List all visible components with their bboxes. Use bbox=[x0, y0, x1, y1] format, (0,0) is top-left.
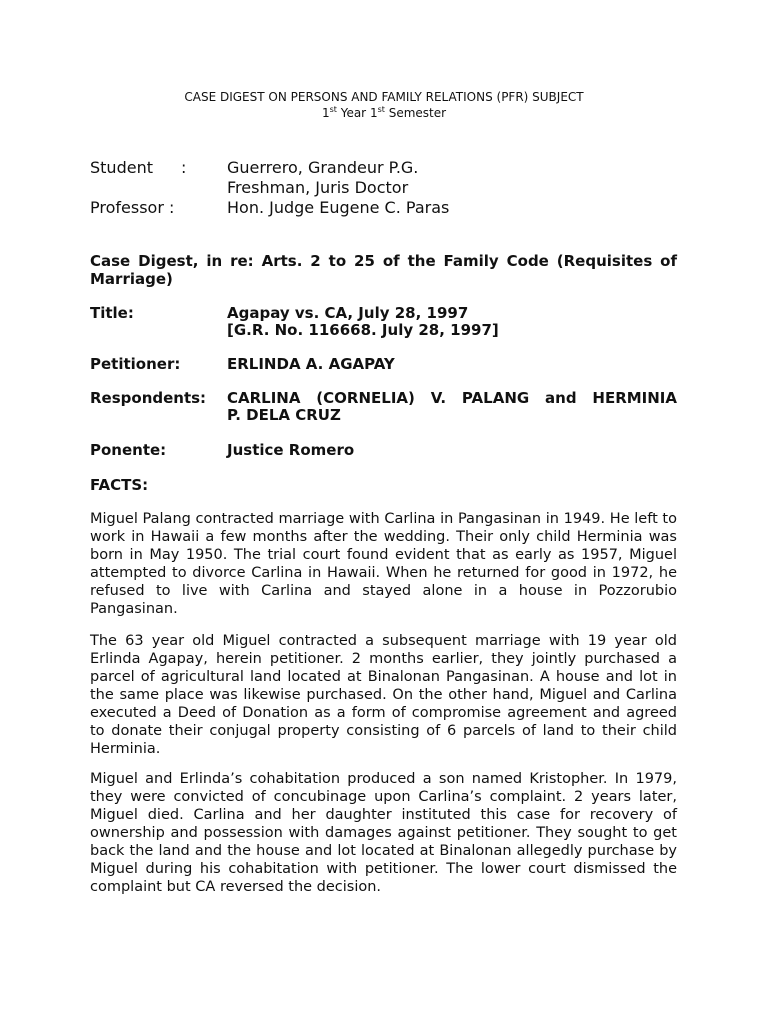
student-name: Guerrero, Grandeur P.G. bbox=[227, 158, 419, 177]
facts-paragraph-1: Miguel Palang contracted marriage with Carlina in Pangasinan in 1949. He left to work in Hawaii a few months after the wedding. Their only child Herminia was born in May 1950. The trial court found evident that as early as 1957, Miguel attempted to divorce Carlina in Hawaii. When he returned for good in 1972, he refused to live with Carlina and stayed alone in a house in Pozzorubio Pangasinan. bbox=[90, 511, 677, 617]
semester-line bbox=[0, 105, 768, 120]
semester-number: 1 bbox=[369, 106, 378, 120]
document-title: CASE DIGEST ON PERSONS AND FAMILY RELATIONS (PFR) SUBJECT bbox=[184, 90, 584, 104]
facts-paragraph-3: Miguel and Erlinda’s cohabitation produced a son named Kristopher. In 1979, they were convicted of concubinage upon Carlina’s complaint. 2 years later, Miguel died. Carlina and her daughter instituted this case for recovery of ownership and possession with damages against petitioner. They sought to get back the land and the house and lot located at Binalonan allegedly purchase by Miguel during his cohabitation with petitioner. The lower court dismissed the complaint but CA reversed the decision. bbox=[90, 771, 677, 895]
petitioner-label: Petitioner: bbox=[90, 355, 181, 373]
ponente-value: Justice Romero bbox=[227, 441, 355, 459]
professor-name: Hon. Judge Eugene C. Paras bbox=[227, 198, 450, 217]
title-value-line1: Agapay vs. CA, July 28, 1997 bbox=[227, 304, 469, 322]
professor-label: Professor : bbox=[90, 198, 175, 217]
facts-heading: FACTS: bbox=[90, 476, 149, 494]
respondents-value-line1: CARLINA (CORNELIA) V. PALANG and HERMINIA bbox=[227, 389, 677, 407]
case-heading-line2: Marriage) bbox=[90, 270, 173, 288]
semester-word: Semester bbox=[384, 106, 447, 120]
facts-paragraph-2: The 63 year old Miguel contracted a subsequent marriage with 19 year old Erlinda Agapay, herein petitioner. 2 months earlier, they jointly purchased a parcel of agricultural land located at Binalonan Pangasinan. A house and lot in the same place was likewise purchased. On the other hand, Miguel and Carlina executed a Deed of Donation as a form of compromise agreement and agreed to donate their conjugal property consisting of 6 parcels of land to their child Herminia. bbox=[90, 633, 677, 757]
student-colon: : bbox=[181, 158, 187, 177]
petitioner-value: ERLINDA A. AGAPAY bbox=[227, 355, 395, 373]
year-word: Year bbox=[336, 106, 370, 120]
year-suffix: st bbox=[329, 105, 337, 114]
ponente-label: Ponente: bbox=[90, 441, 167, 459]
year-number: 1 bbox=[321, 106, 330, 120]
student-label: Student bbox=[90, 158, 153, 177]
title-value-line2: [G.R. No. 116668. July 28, 1997] bbox=[227, 321, 499, 339]
student-level: Freshman, Juris Doctor bbox=[227, 178, 409, 197]
respondents-value-line2: P. DELA CRUZ bbox=[227, 406, 341, 424]
case-heading-line1: Case Digest, in re: Arts. 2 to 25 of the Family Code (Requisites of bbox=[90, 252, 677, 270]
title-label: Title: bbox=[90, 304, 134, 322]
semester-suffix: st bbox=[377, 105, 385, 114]
respondents-label: Respondents: bbox=[90, 389, 207, 407]
